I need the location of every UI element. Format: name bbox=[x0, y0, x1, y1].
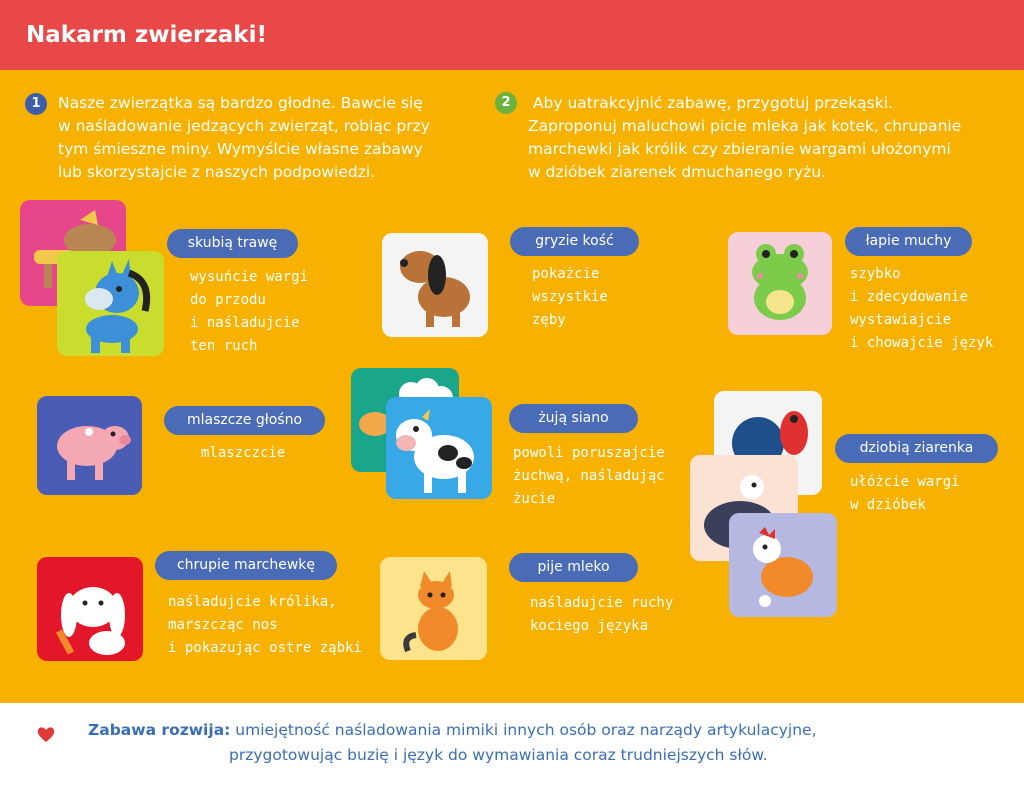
heart-icon bbox=[36, 724, 56, 744]
frog-icon bbox=[728, 232, 832, 335]
rabbit-icon bbox=[37, 557, 143, 661]
desc-lapie-muchy: szybko i zdecydowanie wystawiajcie i chowajcie język bbox=[850, 266, 994, 351]
pill-gryzie-kosc: gryzie kość bbox=[510, 227, 639, 256]
footer-line-2: przygotowując buzię i język do wymawiania coraz trudniejszych słów. bbox=[229, 746, 768, 764]
step-1-text: Nasze zwierzątka są bardzo głodne. Bawcie się w naśladowanie jedzących zwierząt, robiąc przy tym śmieszne miny. Wymyślcie własne zabawy lub skorzystajcie z naszych podpowiedzi. bbox=[58, 94, 430, 181]
desc-zuja-siano: powoli poruszajcie żuchwą, naśladując żucie bbox=[513, 445, 665, 507]
cat-icon bbox=[380, 557, 487, 660]
pill-chrupie-marchewke: chrupie marchewkę bbox=[155, 551, 337, 580]
pill-lapie-muchy: łapie muchy bbox=[845, 227, 972, 256]
dog-icon bbox=[382, 233, 488, 337]
desc-chrupie-marchewke: naśladujcie królika, marszcząc nos i pokazując ostre ząbki bbox=[168, 594, 362, 656]
pill-pije-mleko: pije mleko bbox=[509, 553, 638, 582]
footer-text bbox=[88, 718, 817, 768]
pill-skubia-trawe: skubią trawę bbox=[167, 229, 298, 258]
desc-skubia-trawe: wysuńcie wargi do przodu i naśladujcie ten ruch bbox=[190, 269, 309, 354]
donkey-icon bbox=[57, 251, 164, 356]
pill-mlaszcze-glosno: mlaszcze głośno bbox=[164, 406, 325, 435]
step-1-badge: 1 bbox=[25, 93, 47, 115]
desc-gryzie-kosc: pokażcie wszystkie zęby bbox=[532, 266, 608, 328]
page-title: Nakarm zwierzaki! bbox=[26, 22, 267, 48]
pill-dziobia-ziarenka: dziobią ziarenka bbox=[835, 434, 998, 463]
desc-mlaszcze-glosno: mlaszczcie bbox=[201, 445, 286, 461]
desc-dziobia-ziarenka: ułóżcie wargi w dzióbek bbox=[850, 474, 960, 513]
desc-pije-mleko: naśladujcie ruchy kociego języka bbox=[530, 595, 674, 634]
pig-icon bbox=[37, 396, 142, 495]
cow-icon bbox=[386, 397, 492, 499]
hen-icon bbox=[729, 513, 837, 617]
pill-zuja-siano: żują siano bbox=[509, 404, 638, 433]
step-2-badge: 2 bbox=[495, 92, 517, 114]
step-2-text: Aby uatrakcyjnić zabawę, przygotuj przekąski. Zaproponuj maluchowi picie mleka jak kotek, chrupanie marchewki jak królik czy zbieranie wargami ułożonymi w dzióbek ziarenek dmuchanego ryżu. bbox=[528, 94, 962, 181]
footer-line-1: umiejętność naśladowania mimiki innych osób oraz narządy artykulacyjne, bbox=[230, 721, 817, 739]
footer-label: Zabawa rozwija: bbox=[88, 721, 231, 739]
